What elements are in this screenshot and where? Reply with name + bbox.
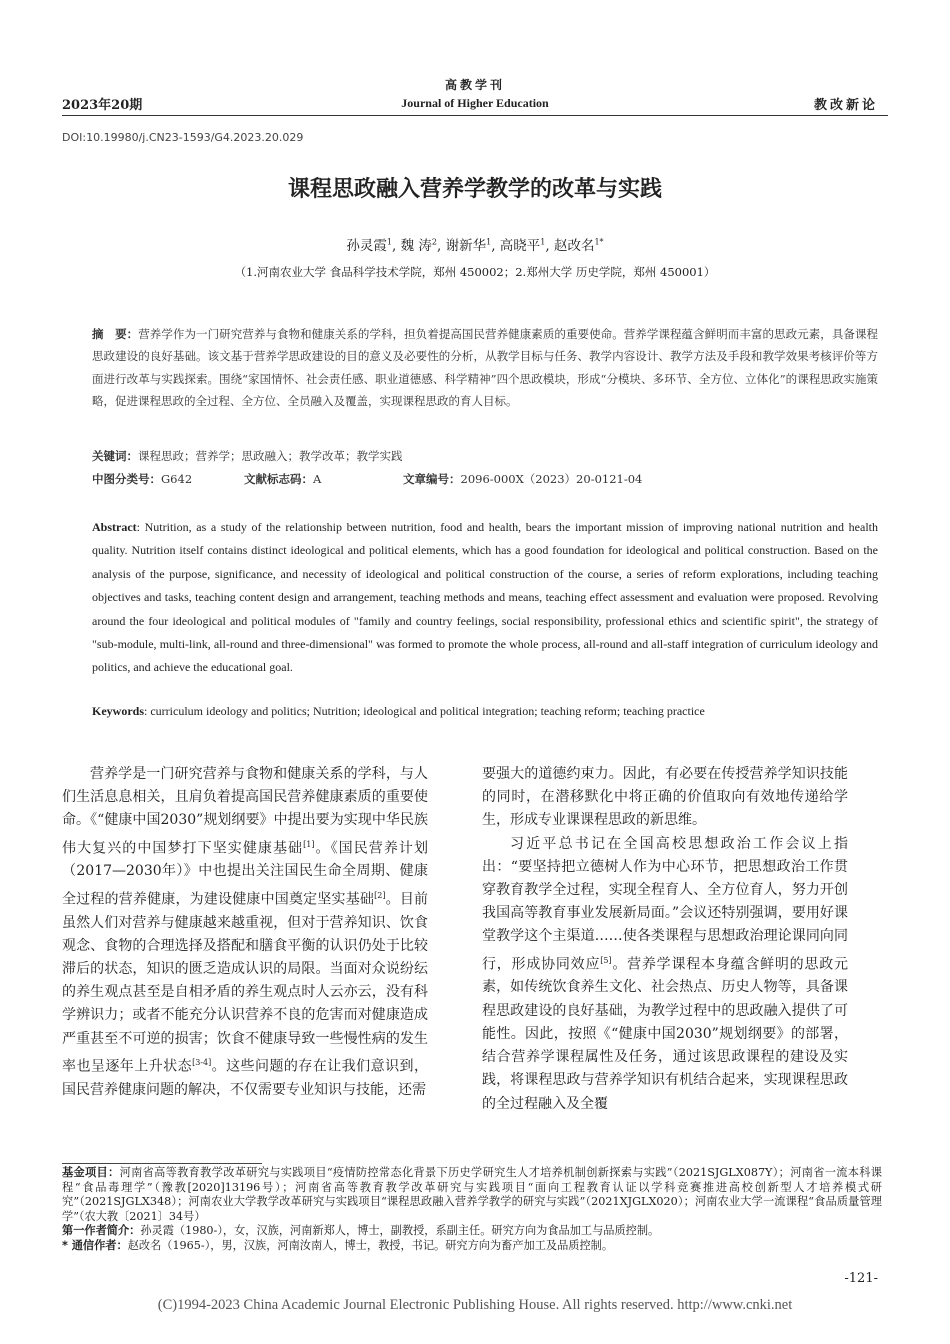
journal-name-en: Journal of Higher Education [401, 96, 549, 110]
author-name: 孙灵霞 [346, 238, 387, 254]
footnote-text: 孙灵霞（1980-），女，汉族，河南新郑人，博士，副教授，系副主任。研究方向为食品加工与品质控制。 [140, 1224, 660, 1238]
body-text: 习近平总书记在全国高校思想政治工作会议上指出：“要坚持把立德树人作为中心环节，把思想政治工作贯穿教育教学全过程，实现全程育人、全方位育人，努力开创我国高等教育事业发展新局面。”会议还特别强调，要用好课堂教学这个主渠道……使各类课程与思想政治理论课同向同行，形成协同效应 [482, 835, 848, 973]
citation: [2] [374, 890, 386, 900]
body-paragraph [62, 763, 428, 1102]
journal-name-cn: 高教学刊 [444, 78, 505, 92]
author-name: 赵改名 [553, 238, 595, 254]
affiliation: （1.河南农业大学 食品科学技术学院，郑州 450002；2.郑州大学 历史学院，郑州 450001） [234, 265, 716, 279]
issue-label: 2023年20期 [62, 98, 143, 113]
author-sup: 2 [431, 237, 437, 247]
citation: [3-4] [192, 1057, 212, 1067]
footnote-text: 河南省高等教育教学改革研究与实践项目“疫情防控常态化背景下历史学研究生人才培养机制创新探索与实践”（2021SJGLX087Y）；河南省一流本科课程“食品毒理学”（豫教[2020]13196号）；河南省高等教育教学改革研究与实践项目“面向工程教育认证以学科竞赛推进高校创新型人才培养模式研究”（2021SJGLX348）；河南农业大学教学改革研究与实践项目“课程思政融入营养学教学的研究与实践”（2021XJGLX020）；河南农业大学一流课程“食品质量管理学”（农大教〔2021〕34号） [62, 1166, 882, 1223]
citation: [1] [303, 839, 315, 849]
clc-label: 中图分类号： [92, 472, 161, 486]
abstract-cn [92, 323, 878, 412]
footnote-fund [62, 1166, 882, 1224]
author-sup: 1 [386, 237, 393, 247]
abstract-cn-text: 营养学作为一门研究营养与食物和健康关系的学科，担负着提高国民营养健康素质的重要使命。营养学课程蕴含鲜明而丰富的思政元素，具备课程思政建设的良好基础。该文基于营养学思政建设的目的意义及必要性的分析，从教学目标与任务、教学内容设计、教学方法及手段和教学效果考核评价等方面进行改革与实践探索。围绕“家国情怀、社会责任感、职业道德感、科学精神”四个思政模块，形成“分模块、多环节、全方位、立体化”的课程思政实施策略，促进课程思政的全过程、全方位、全员融入及覆盖，实现课程思政的育人目标。 [92, 327, 879, 408]
abstract-en [92, 516, 878, 680]
citation: [5] [600, 955, 612, 965]
body-paragraph: 要强大的道德约束力。因此，有必要在传授营养学知识技能的同时，在潜移默化中将正确的价值取向有效地传递给学生，形成专业课课程思政的新思维。 [482, 766, 848, 829]
footnote-label: 基金项目： [62, 1166, 120, 1179]
keywords-en-text: : curriculum ideology and politics; Nutrition; ideological and political integration; teaching reform; teaching practice [144, 704, 705, 718]
doc-value: A [313, 472, 322, 486]
copyright-line: (C)1994-2023 China Academic Journal Electronic Publishing House. All rights reserved. http://www.cnki.net [157, 1297, 793, 1313]
header-rule [62, 115, 888, 116]
abstract-en-text: : Nutrition, as a study of the relationship between nutrition, food and health, bears the important mission of improving national nutrition and health quality. Nutrition itself contains distinct ideological and political elements, which has a good foundation for ideological and political construction. Based on the analysis of the purpose, significance, and necessity of ideological and political construction of the course, a series of reform explorations, including teaching objectives and tasks, teaching content design and arrangement, teaching methods and means, teaching effect assessment and evaluation were proposed. Revolving around the four ideological and political modules of "family and country feelings, social responsibility, professional ethics and scientific spirit", the strategy of "sub-module, multi-link, all-round and three-dimensional" was formed to promote the whole process, all-round and all-staff integration of curriculum ideology and politics, and achieve the educational goal. [92, 520, 878, 675]
body-text: 。《国民营养计划（2017—2030年）》中也提出关注国民生命全周期、健康全过程的营养健康，为建设健康中国奠定坚实基础 [62, 840, 429, 908]
abstract-cn-label: 摘 要： [92, 327, 139, 341]
keywords-cn-text: 课程思政；营养学；思政融入；教学改革；教学实践 [138, 449, 403, 463]
paper-title: 课程思政融入营养学教学的改革与实践 [287, 177, 662, 202]
page-number: -121- [844, 1271, 878, 1286]
clc-code [92, 471, 192, 487]
footnote-rule [62, 1163, 262, 1164]
doi: DOI:10.19980/j.CN23-1593/G4.2023.20.029 [62, 131, 304, 144]
author-sup: 1 [486, 237, 492, 247]
section-label: 教改新论 [813, 98, 878, 113]
author-name: 高晓平 [499, 238, 541, 254]
body-column-left [62, 763, 428, 1102]
keywords-en [92, 704, 878, 719]
footnote-label: 第一作者简介： [62, 1224, 141, 1238]
author-name: 魏 涛 [400, 238, 432, 254]
article-code [403, 471, 642, 487]
author-sup: 1 [540, 237, 546, 247]
body-column-right [482, 763, 848, 1116]
body-text: 。营养学课程本身蕴含鲜明的思政元素，如传统饮食养生文化、社会热点、历史人物等，具备课程思政建设的良好基础，为教学过程中的思政融入提供了可能性。因此，按照《“健康中国2030”规划纲要》的部署，结合营养学课程属性及任务，通过该思政课程的建设及实践，将课程思政与营养学知识有机结合起来，实现课程思政的全过程融入及全覆 [482, 956, 848, 1112]
abstract-en-label: Abstract [92, 520, 137, 534]
article-value: 2096-000X（2023）20-0121-04 [460, 472, 643, 486]
body-text: 营养学是一门研究营养与食物和健康关系的学科，与人们生活息息相关，且肩负着提高国民营养健康素质的重要使命。《“健康中国2030”规划纲要》中提出要为实现中华民族伟大复兴的中国梦打下坚实健康基础 [62, 766, 428, 857]
keywords-en-label: Keywords [92, 704, 144, 718]
footnotes [62, 1166, 882, 1254]
footnote-first-author [62, 1224, 882, 1239]
doc-code [244, 471, 321, 487]
footnote-text: 赵改名（1965-），男，汉族，河南汝南人，博士，教授，书记。研究方向为畜产加工及品质控制。 [127, 1238, 614, 1252]
clc-value: G642 [161, 472, 193, 486]
author-list: 孙灵霞$^1$, 魏 涛$^2$, 谢新华$^1$, 高晓平$^1$, 赵改名$^{1*}$ [346, 237, 604, 254]
keywords-cn [92, 448, 403, 464]
body-text: 。这些问题的存在让我们意识到，国民营养健康问题的解决，不仅需要专业知识与技能，还需 [62, 1058, 428, 1098]
body-paragraph [482, 833, 848, 1116]
author-sup: 1* [594, 237, 604, 247]
footnote-corresponding [62, 1239, 882, 1254]
body-text: 。目前虽然人们对营养与健康越来越重视，但对于营养知识、饮食观念、食物的合理选择及搭配和膳食平衡的认识仍处于比较滞后的状态，知识的匮乏造成认识的局限。当面对众说纷纭的养生观点甚至是自相矛盾的养生观点时人云亦云，没有科学辨识力；或者不能充分认识营养不良的危害而对健康造成严重甚至不可逆的损害；饮食不健康导致一些慢性病的发生率也呈逐年上升状态 [62, 891, 429, 1075]
doc-label: 文献标志码： [244, 472, 313, 486]
footnote-label: * 通信作者： [62, 1238, 128, 1252]
article-label: 文章编号： [403, 472, 461, 486]
keywords-cn-label: 关键词： [92, 449, 138, 463]
author-name: 谢新华 [445, 238, 487, 254]
